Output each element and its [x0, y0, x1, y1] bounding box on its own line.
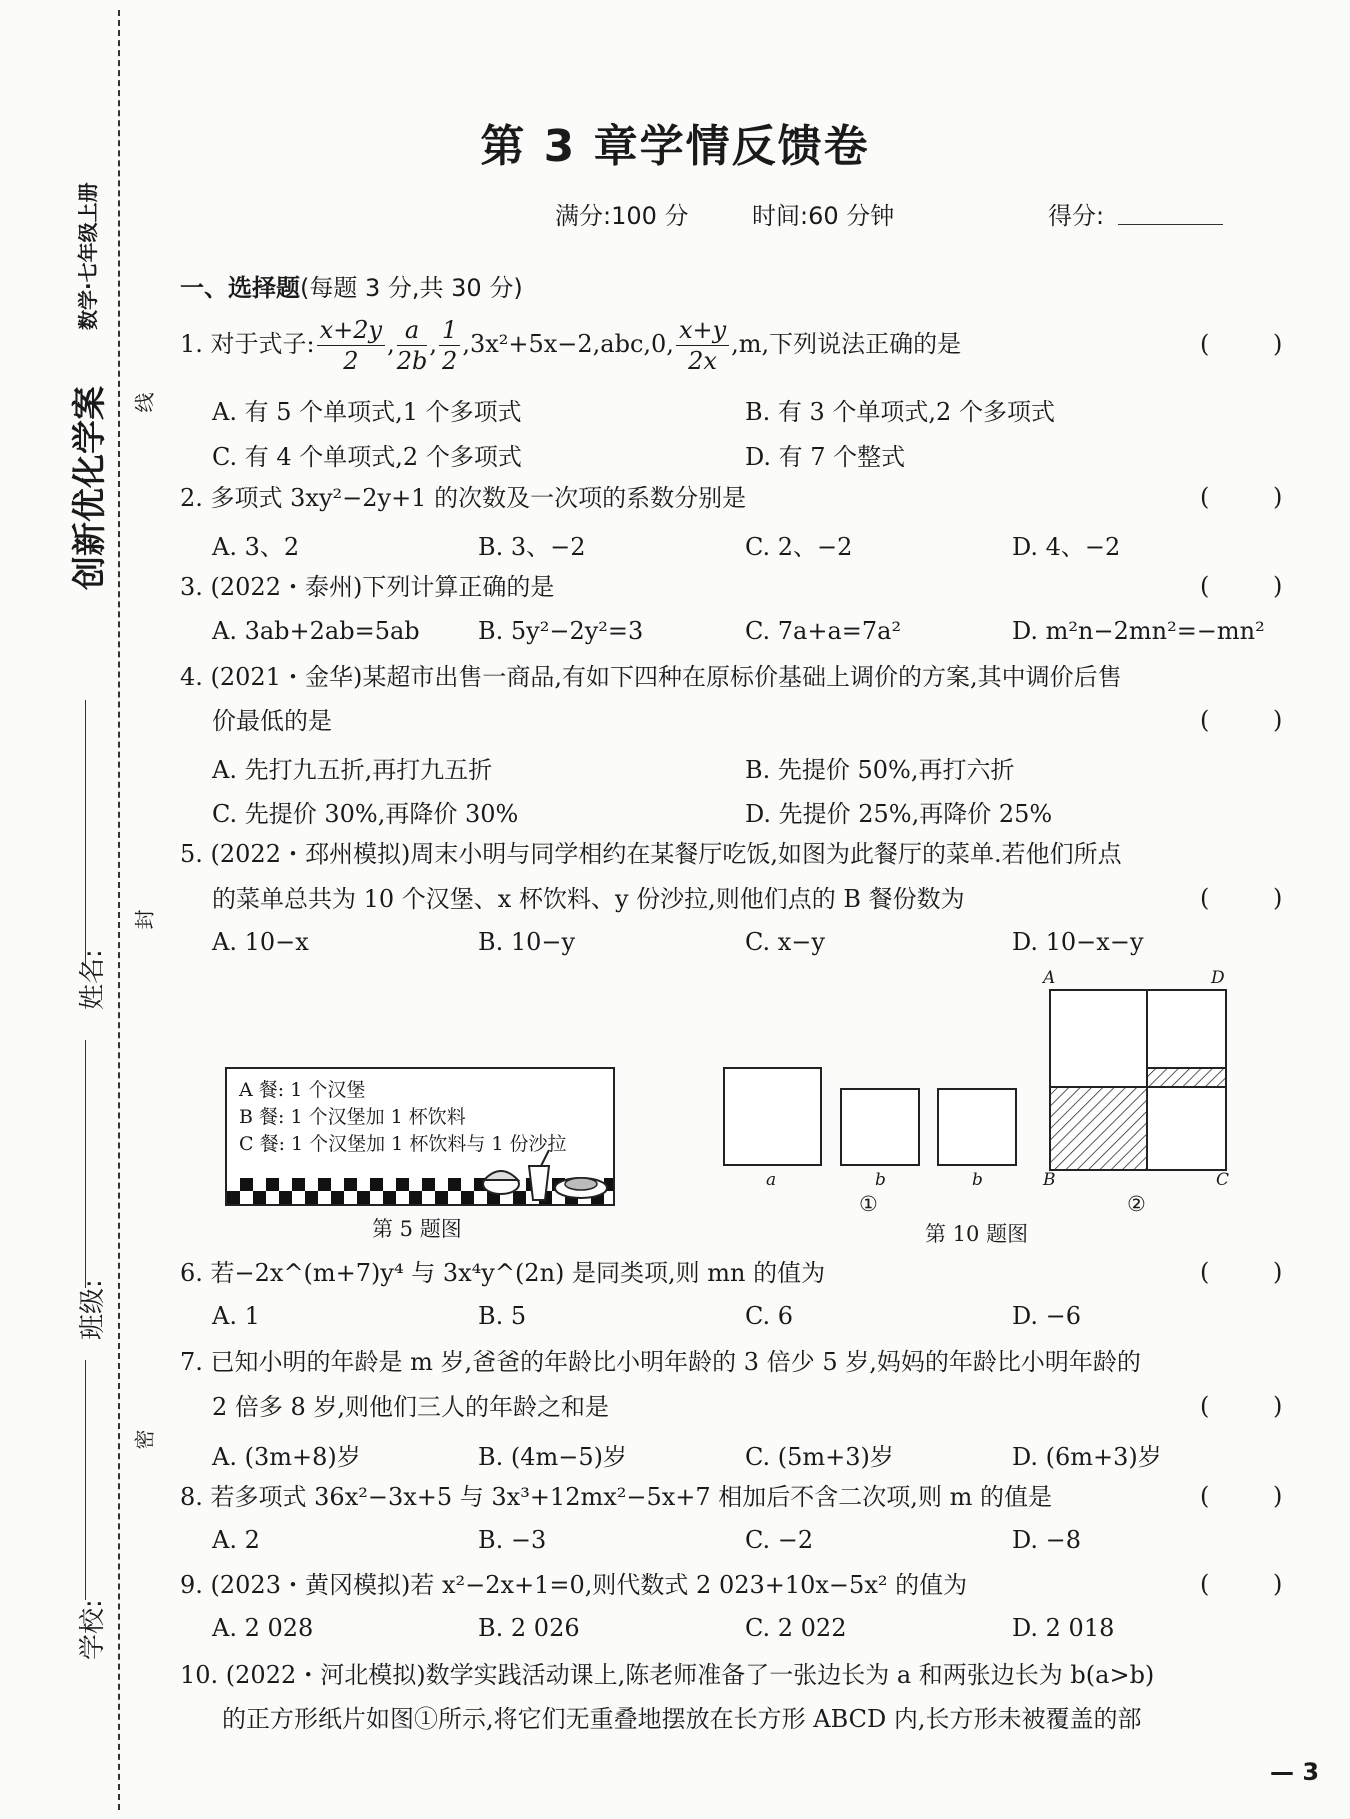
section-title: 一、选择题 — [180, 274, 300, 302]
q4-option-c[interactable]: C. 先提价 30%,再降价 30% — [212, 800, 519, 828]
q4-option-b[interactable]: B. 先提价 50%,再打六折 — [745, 756, 1015, 784]
q4-option-d[interactable]: D. 先提价 25%,再降价 25% — [745, 800, 1053, 828]
q1-suffix: ,m,下列说法正确的是 — [731, 330, 962, 358]
numerator: 1 — [439, 315, 460, 346]
square-b-2 — [937, 1088, 1017, 1166]
q1-option-a[interactable]: A. 有 5 个单项式,1 个多项式 — [212, 398, 522, 426]
q8-option-c[interactable]: C. −2 — [745, 1526, 814, 1554]
hamburger-icon — [483, 1171, 519, 1194]
q2-option-d[interactable]: D. 4、−2 — [1012, 533, 1121, 561]
q3-option-c[interactable]: C. 7a+a=7a² — [745, 617, 902, 645]
question-3-stem: 3. (2022・泰州)下列计算正确的是 — [180, 573, 555, 601]
question-4-stem: 4. (2021・金华)某超市出售一商品,有如下四种在原标价基础上调价的方案,其中调价后售 — [180, 663, 1122, 691]
q6-option-d[interactable]: D. −6 — [1012, 1302, 1082, 1330]
question-5-stem-cont: 的菜单总共为 10 个汉堡、x 杯饮料、y 份沙拉,则他们点的 B 餐份数为 — [212, 885, 965, 913]
time-limit: 时间:60 分钟 — [752, 202, 895, 230]
q1-option-d[interactable]: D. 有 7 个整式 — [745, 443, 906, 471]
question-10-stem: 10. (2022・河北模拟)数学实践活动课上,陈老师准备了一张边长为 a 和两张边长为 b(a>b) — [180, 1661, 1155, 1689]
answer-paren[interactable]: ( ) — [1200, 1392, 1311, 1420]
square-b-1 — [840, 1088, 920, 1166]
q3-option-b[interactable]: B. 5y²−2y²=3 — [478, 617, 644, 645]
label-b-1: b — [875, 1170, 886, 1190]
q2-option-c[interactable]: C. 2、−2 — [745, 533, 853, 561]
answer-paren[interactable]: ( ) — [1200, 1570, 1311, 1598]
subject-label: 数学·七年级上册 — [76, 182, 100, 330]
q6-option-a[interactable]: A. 1 — [212, 1302, 260, 1330]
question-4-stem-cont: 价最低的是 — [212, 707, 332, 735]
denominator: 2 — [343, 347, 359, 375]
q2-option-b[interactable]: B. 3、−2 — [478, 533, 586, 561]
page-title: 第 3 章学情反馈卷 — [480, 121, 870, 172]
question-7-stem: 7. 已知小明的年龄是 m 岁,爸爸的年龄比小明年龄的 3 倍少 5 岁,妈妈的年龄比小明年龄的 — [180, 1348, 1141, 1376]
label-a: a — [766, 1170, 777, 1190]
binding-dashed-line — [118, 10, 120, 1810]
cut-mark-secret: 密 — [132, 1429, 157, 1450]
name-field[interactable] — [85, 700, 86, 965]
score-label: 得分: — [1048, 202, 1105, 230]
q4-option-a[interactable]: A. 先打九五折,再打九五折 — [212, 756, 493, 784]
question-10-stem-cont: 的正方形纸片如图①所示,将它们无重叠地摆放在长方形 ABCD 内,长方形未被覆盖的部 — [222, 1705, 1142, 1733]
answer-paren[interactable]: ( ) — [1200, 706, 1311, 734]
fraction — [439, 315, 460, 376]
food-illustration — [479, 1144, 609, 1204]
class-field[interactable] — [85, 1040, 86, 1288]
denominator: 2x — [688, 347, 717, 375]
question-9-stem: 9. (2023・黄冈模拟)若 x²−2x+1=0,则代数式 2 023+10x−5x² 的值为 — [180, 1571, 968, 1599]
question-5-stem: 5. (2022・邳州模拟)周末小明与同学相约在某餐厅吃饭,如图为此餐厅的菜单.若他们所点 — [180, 840, 1122, 868]
menu-figure — [225, 1067, 615, 1206]
fraction — [397, 315, 428, 376]
name-label: 姓名: — [78, 949, 108, 1010]
q1-option-c[interactable]: C. 有 4 个单项式,2 个多项式 — [212, 443, 522, 471]
section-note: (每题 3 分,共 30 分) — [300, 274, 523, 302]
rectangle-abcd-figure — [1040, 980, 1230, 1180]
q8-option-d[interactable]: D. −8 — [1012, 1526, 1082, 1554]
salad-plate-icon — [555, 1178, 607, 1198]
figure-mark-2: ② — [1127, 1192, 1146, 1216]
denominator: 2 — [442, 347, 458, 375]
shaded-region-left — [1050, 1087, 1147, 1170]
q5-option-b[interactable]: B. 10−y — [478, 928, 576, 956]
q7-option-b[interactable]: B. (4m−5)岁 — [478, 1443, 628, 1471]
q9-option-a[interactable]: A. 2 028 — [212, 1614, 314, 1642]
corner-d: D — [1211, 968, 1225, 988]
label-b-2: b — [972, 1170, 983, 1190]
q3-option-d[interactable]: D. m²n−2mn²=−mn² — [1012, 617, 1265, 645]
question-1-stem: 1. 对于式子: $\frac{x+2y}{2}$ , $\frac{a}{2b}$ , $\frac{1}{2}$ ,3x²+5x−2,abc,0, $\frac{x+y}{2x}$ ,m,下列说法正确的是 — [180, 316, 962, 375]
q2-option-a[interactable]: A. 3、2 — [212, 533, 300, 561]
answer-paren[interactable]: ( ) — [1200, 884, 1311, 912]
figure-10-caption: 第 10 题图 — [925, 1222, 1029, 1246]
class-label: 班级: — [78, 1279, 108, 1340]
q6-option-c[interactable]: C. 6 — [745, 1302, 794, 1330]
q9-option-c[interactable]: C. 2 022 — [745, 1614, 847, 1642]
corner-a: A — [1043, 968, 1056, 988]
page-number: — 3 — [1270, 1758, 1320, 1786]
q6-option-b[interactable]: B. 5 — [478, 1302, 527, 1330]
corner-c: C — [1216, 1170, 1230, 1190]
question-6-stem: 6. 若−2x^(m+7)y⁴ 与 3x⁴y^(2n) 是同类项,则 mn 的值为 — [180, 1259, 826, 1287]
q7-option-c[interactable]: C. (5m+3)岁 — [745, 1443, 894, 1471]
q9-option-d[interactable]: D. 2 018 — [1012, 1614, 1115, 1642]
answer-paren[interactable]: ( ) — [1200, 1482, 1311, 1510]
q5-option-d[interactable]: D. 10−x−y — [1012, 928, 1144, 956]
q5-option-a[interactable]: A. 10−x — [212, 928, 309, 956]
menu-item-c: C 餐: 1 个汉堡加 1 杯饮料与 1 份沙拉 — [239, 1133, 567, 1155]
fraction — [317, 315, 385, 376]
q9-option-b[interactable]: B. 2 026 — [478, 1614, 580, 1642]
menu-item-a: A 餐: 1 个汉堡 — [239, 1079, 366, 1101]
q7-option-d[interactable]: D. (6m+3)岁 — [1012, 1443, 1162, 1471]
question-8-stem: 8. 若多项式 36x²−3x+5 与 3x³+12mx²−5x+7 相加后不含二次项,则 m 的值是 — [180, 1483, 1052, 1511]
figure-5-caption: 第 5 题图 — [372, 1217, 462, 1241]
fraction — [676, 315, 729, 376]
numerator: x+y — [676, 315, 729, 346]
square-a — [723, 1067, 822, 1166]
school-label: 学校: — [78, 1599, 108, 1660]
shaded-region-right — [1147, 1068, 1226, 1087]
question-7-stem-cont: 2 倍多 8 岁,则他们三人的年龄之和是 — [212, 1393, 610, 1421]
denominator: 2b — [396, 347, 428, 375]
q1-mid: ,3x²+5x−2,abc,0, — [462, 330, 674, 358]
question-2-stem: 2. 多项式 3xy²−2y+1 的次数及一次项的系数分别是 — [180, 484, 747, 512]
q1-prefix: 1. 对于式子: — [180, 330, 315, 358]
drink-cup-icon — [529, 1150, 549, 1200]
q7-option-a[interactable]: A. (3m+8)岁 — [212, 1443, 361, 1471]
menu-item-b: B 餐: 1 个汉堡加 1 杯饮料 — [239, 1106, 466, 1128]
section-heading — [180, 268, 523, 303]
cut-mark-line: 线 — [132, 392, 157, 413]
q8-option-a[interactable]: A. 2 — [212, 1526, 260, 1554]
q3-option-a[interactable]: A. 3ab+2ab=5ab — [212, 617, 420, 645]
answer-paren[interactable]: ( ) — [1200, 483, 1311, 511]
answer-paren[interactable]: ( ) — [1200, 1258, 1311, 1286]
full-score: 满分:100 分 — [555, 202, 689, 230]
figure-mark-1: ① — [859, 1192, 878, 1216]
school-field[interactable] — [85, 1360, 86, 1600]
q8-option-b[interactable]: B. −3 — [478, 1526, 547, 1554]
q5-option-c[interactable]: C. x−y — [745, 928, 825, 956]
q1-option-b[interactable]: B. 有 3 个单项式,2 个多项式 — [745, 398, 1055, 426]
cut-mark-seal: 封 — [132, 909, 157, 930]
series-title: 创新优化学案 — [70, 386, 110, 590]
answer-paren[interactable]: ( ) — [1200, 572, 1311, 600]
numerator: a — [397, 315, 428, 346]
answer-paren[interactable]: ( ) — [1200, 330, 1311, 358]
score-field[interactable] — [1118, 224, 1223, 225]
corner-b: B — [1043, 1170, 1056, 1190]
numerator: x+2y — [317, 315, 385, 346]
